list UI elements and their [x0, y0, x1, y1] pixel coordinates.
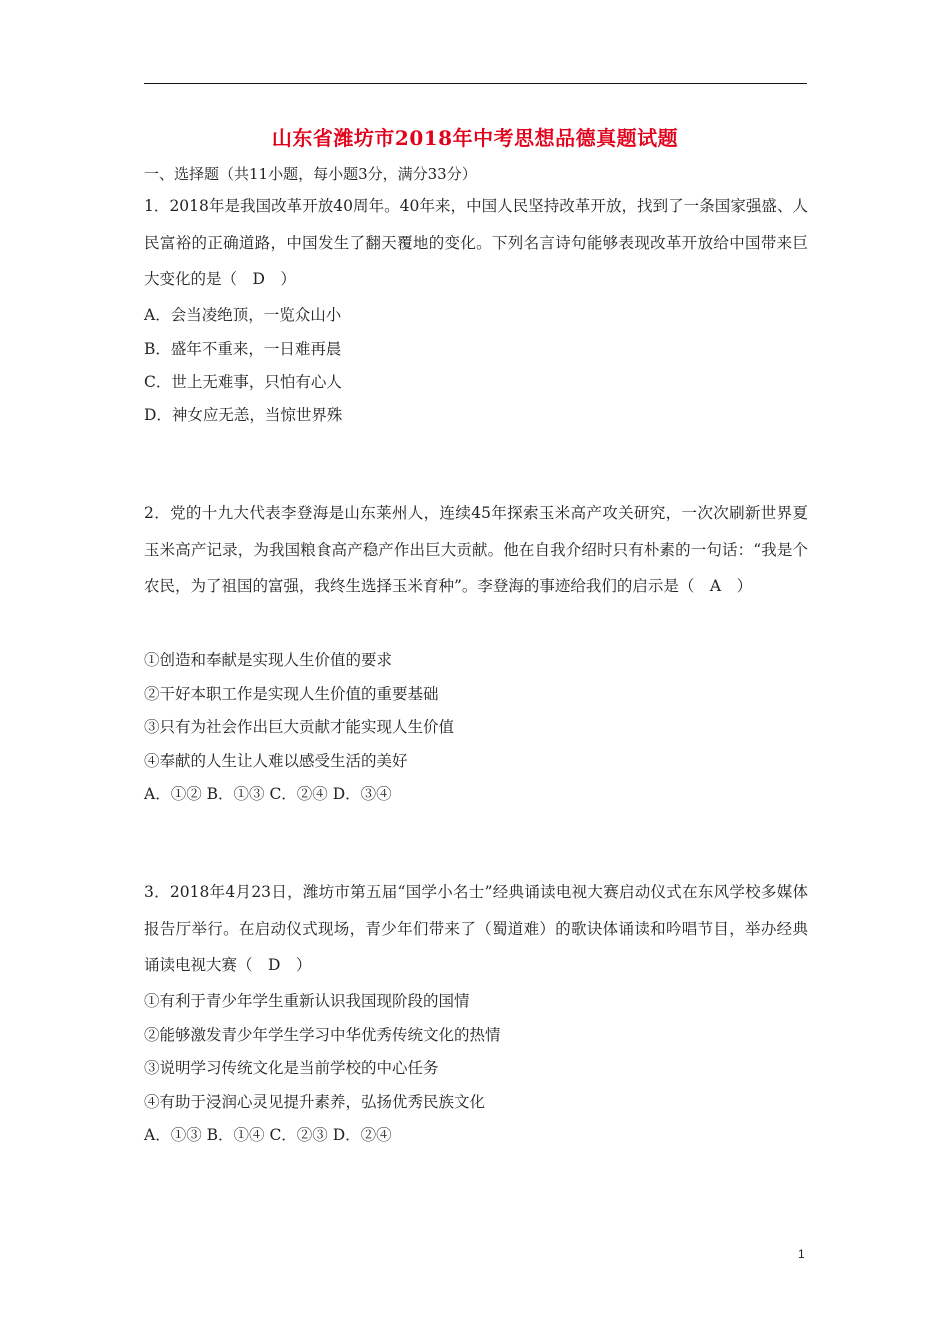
question-2-stem: 2．党的十九大代表李登海是山东莱州人，连续45年探索玉米高产攻关研究，一次次刷新世界夏玉米高产记录，为我国粮食高产稳产作出巨大贡献。他在自我介绍时只有朴素的一句话：“我是个农民，为了祖国的富强，我终生选择玉米育种”。李登海的事迹给我们的启示是（ A ）: [144, 504, 808, 595]
question-1-option-c: C．世上无难事，只怕有心人: [144, 373, 342, 391]
question-2-statement-4: ④奉献的人生让人难以感受生活的美好: [144, 752, 408, 770]
question-2-statement-3: ③只有为社会作出巨大贡献才能实现人生价值: [144, 718, 455, 736]
question-1-option-b: B．盛年不重来，一日难再晨: [144, 340, 342, 358]
question-2-statement-1: ①创造和奉献是实现人生价值的要求: [144, 651, 393, 669]
question-3-statement-1: ①有利于青少年学生重新认识我国现阶段的国情: [144, 992, 470, 1010]
question-1-option-d: D．神女应无恙，当惊世界殊: [144, 406, 343, 424]
question-3-stem: 3．2018年4月23日，潍坊市第五届“国学小名士”经典诵读电视大赛启动仪式在东风学校多媒体报告厅举行。在启动仪式现场，青少年们带来了（蜀道难）的歌诀体诵读和吟唱节目，举办经典诵读电视大赛（ D ）: [144, 883, 808, 974]
document-title: 山东省潍坊市2018年中考思想品德真题试题: [271, 126, 679, 150]
header-rule: [144, 83, 807, 84]
question-1-stem: 1．2018年是我国改革开放40周年。40年来，中国人民坚持改革开放，找到了一条国家强盛、人民富裕的正确道路，中国发生了翻天覆地的变化。下列名言诗句能够表现改革开放给中国带来巨大变化的是（ D ）: [144, 197, 808, 288]
question-2-statement-2: ②干好本职工作是实现人生价值的重要基础: [144, 685, 439, 703]
question-3-statement-2: ②能够激发青少年学生学习中华优秀传统文化的热情: [144, 1026, 501, 1044]
question-3-statement-4: ④有助于浸润心灵见提升素养，弘扬优秀民族文化: [144, 1093, 486, 1111]
question-2-choices: A．①② B．①③ C．②④ D．③④: [144, 785, 392, 803]
question-3-statement-3: ③说明学习传统文化是当前学校的中心任务: [144, 1059, 439, 1077]
question-3-choices: A．①③ B．①④ C．②③ D．②④: [144, 1126, 392, 1144]
question-1-option-a: A．会当凌绝顶，一览众山小: [144, 306, 342, 324]
page-number: 1: [798, 1247, 805, 1261]
section-heading: 一、选择题（共11小题，每小题3分，满分33分）: [144, 165, 477, 183]
